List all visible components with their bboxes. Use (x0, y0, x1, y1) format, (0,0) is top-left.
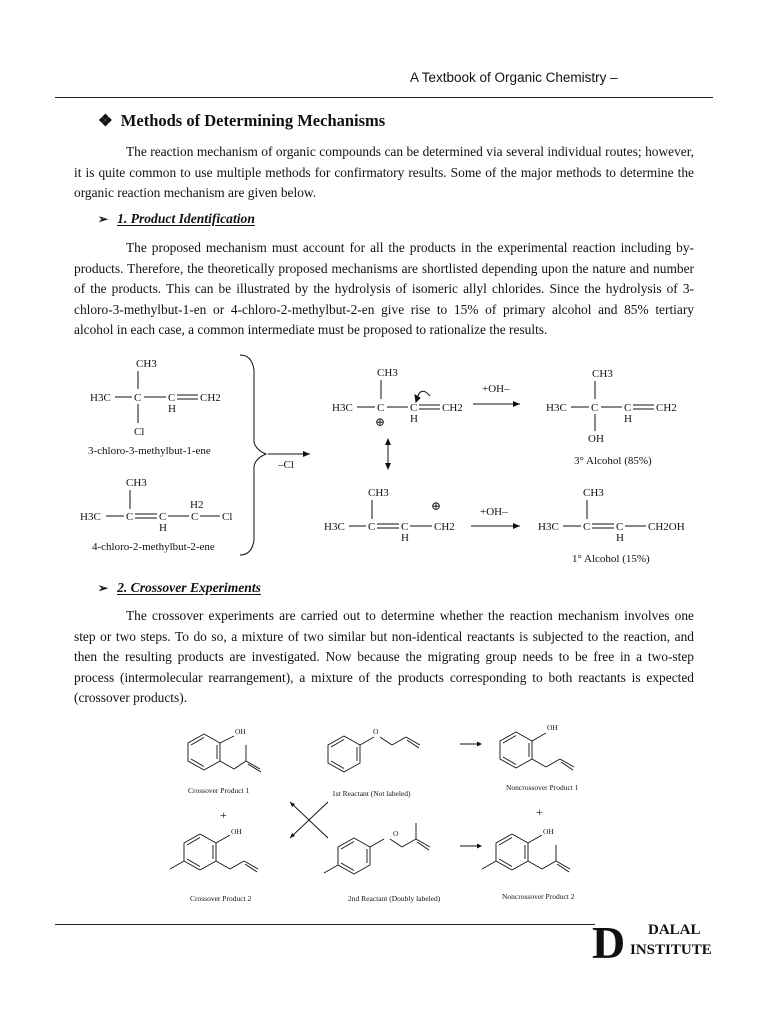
arrow-bullet-icon: ➢ (98, 212, 109, 226)
carbocation-tertiary (332, 367, 463, 429)
crossover-product-2-label: Crossover Product 2 (190, 894, 252, 903)
reactant2-h3c: H3C (80, 511, 101, 523)
noncrossover-product-2-structure (482, 834, 570, 872)
plus-sign-left: + (220, 808, 227, 822)
cation1-ch2: CH2 (442, 402, 463, 414)
product2-h: H (616, 532, 624, 544)
product1-h: H (624, 413, 632, 425)
cation2-ch2: CH2 (434, 521, 455, 533)
reaction-arrowhead-2 (513, 523, 520, 529)
allyl-chloride-hydrolysis-scheme (70, 350, 710, 575)
product2-ch3: CH3 (583, 487, 604, 499)
cation2-h3c: H3C (324, 521, 345, 533)
crossover-paragraph: The crossover experiments are carried out to determine whether the reaction mechanism involves one step or two steps. To do so, a mixture of two similar but non-identical reactants is subjected to the reaction, and then the resulting products are investigated. Now because the migrating group needs to be free in a two-step process (intermolecular rearrangement), a mixture of the products corresponding to both reactants is expected (crossover products). (74, 608, 694, 706)
noncrossover2-oh: OH (543, 827, 554, 836)
reactant1-ch2: CH2 (200, 392, 221, 404)
reactant2-c3: C (191, 511, 199, 523)
product1-h3c: H3C (546, 402, 567, 414)
diamond-bullet-icon: ❖ (98, 111, 113, 130)
noncrossover-product-1-structure (500, 732, 574, 770)
product-tertiary-alcohol-bonds (571, 381, 654, 431)
reactant1-cl: Cl (134, 426, 145, 438)
cation2-charge: ⊕ (431, 499, 442, 513)
cation1-charge: ⊕ (375, 415, 386, 429)
reactant1-name: 3-chloro-3-methylbut-1-ene (88, 445, 211, 457)
reactant2-ch3: CH3 (126, 477, 147, 489)
cation2-c1: C (368, 521, 376, 533)
running-header: A Textbook of Organic Chemistry – (410, 70, 618, 85)
cation2-h: H (401, 532, 409, 544)
arrow-bullet-icon: ➢ (98, 581, 109, 595)
carbocation-tertiary-bonds (357, 380, 440, 409)
reagent-label-1: +OH– (482, 383, 510, 395)
product1-ch3: CH3 (592, 368, 613, 380)
product1-c1: C (591, 402, 599, 414)
logo-word-dalal: DALAL (648, 922, 701, 938)
reactant2-h: H (159, 522, 167, 534)
loss-arrowhead (303, 451, 310, 457)
product-tertiary-alcohol (546, 368, 677, 467)
crossover-experiment-scheme (160, 716, 610, 912)
product-primary-alcohol (538, 487, 685, 565)
cation1-h3c: H3C (332, 402, 353, 414)
crossover2-oh: OH (231, 827, 242, 836)
reactant1-h3c: H3C (90, 392, 111, 404)
arrowhead-noncrossover-1 (477, 742, 482, 747)
noncrossover1-oh: OH (547, 723, 558, 732)
cation2-ch3: CH3 (368, 487, 389, 499)
crossover-product-1-label: Crossover Product 1 (188, 786, 250, 795)
cation1-h: H (410, 413, 418, 425)
reactant2-name: 4-chloro-2-methylbut-2-ene (92, 541, 215, 553)
product2-ch2oh: CH2OH (648, 521, 685, 533)
subheading-crossover-experiments (98, 580, 261, 596)
reactant-2-label: 2nd Reactant (Doubly labeled) (348, 894, 441, 903)
product2-h3c: H3C (538, 521, 559, 533)
product2-c2: C (616, 521, 624, 533)
reactant2-c1: C (126, 511, 134, 523)
logo-letter-d: D (592, 917, 626, 962)
cation1-ch3: CH3 (377, 367, 398, 379)
loss-label: –Cl (278, 459, 294, 471)
section-title: Methods of Determining Mechanisms (120, 111, 386, 130)
reactant-2-ether-structure (324, 823, 430, 874)
product1-label: 3° Alcohol (85%) (574, 455, 652, 467)
arrowhead-noncrossover-2 (477, 844, 482, 849)
product-identification-paragraph: The proposed mechanism must account for all the products in the experimental reaction including by-products. Therefore, the theoretically proposed mechanisms are shortlisted depending upon the nature and number of the products. This can be illustrated by the hydrolysis of isomeric allyl chlorides. Since the hydrolysis of 3-chloro-3-methylbut-1-en or 4-chloro-2-methylbut-2-en give rise to 15% of primary alcohol and 85% tertiary alcohol in each case, a common intermediate must be proposed to rationalize the results. (74, 240, 694, 338)
reactant1-ch3: CH3 (136, 358, 157, 370)
reactant2-o: O (393, 829, 399, 838)
logo-word-institute: INSTITUTE (630, 942, 712, 958)
reaction-arrowhead-1 (513, 401, 520, 407)
plus-sign-right: + (536, 805, 543, 819)
reactant-2-structure (80, 477, 232, 553)
product1-oh: OH (588, 433, 604, 445)
product2-c1: C (583, 521, 591, 533)
curly-bracket (240, 355, 266, 555)
cation1-c2: C (410, 402, 418, 414)
reactant1-o: O (373, 727, 379, 736)
reactant2-c2: C (159, 511, 167, 523)
carbocation-allylic (324, 487, 455, 544)
dalal-institute-logo (592, 914, 732, 962)
subheading-title: 2. Crossover Experiments (117, 580, 261, 595)
reactant-1-ether-structure (328, 736, 420, 772)
header-rule (55, 97, 713, 98)
crossover-product-1-structure (188, 734, 261, 772)
reactant-1-bonds (115, 371, 198, 423)
product1-c2: C (624, 402, 632, 414)
reactant1-c2: C (168, 392, 176, 404)
crossover1-oh: OH (235, 727, 246, 736)
crossover-product-2-structure (170, 834, 258, 872)
resonance-arrowhead-down (385, 463, 391, 470)
cation2-c2: C (401, 521, 409, 533)
noncrossover-product-1-label: Noncrossover Product 1 (506, 783, 579, 792)
intro-paragraph: The reaction mechanism of organic compounds can be determined via several individual routes; however, it is quite common to use multiple methods for confirmatory results. Some of the major methods to determine the organic reaction mechanism are given below. (74, 144, 694, 201)
reagent-label-2: +OH– (480, 506, 508, 518)
product-primary-alcohol-bonds (563, 500, 646, 528)
reactant-1-structure (88, 358, 221, 457)
product2-label: 1° Alcohol (15%) (572, 553, 650, 565)
reactant1-c1: C (134, 392, 142, 404)
reactant2-h2: H2 (190, 499, 204, 511)
section-heading (98, 111, 385, 131)
carbocation-allylic-bonds (349, 500, 432, 528)
reactant1-h: H (168, 403, 176, 415)
footer-rule (55, 924, 595, 925)
subheading-title: 1. Product Identification (117, 211, 255, 226)
resonance-arrowhead-up (385, 438, 391, 445)
product1-ch2: CH2 (656, 402, 677, 414)
cation1-c1: C (377, 402, 385, 414)
reactant2-cl: Cl (222, 511, 233, 523)
subheading-product-identification (98, 211, 255, 227)
reactant-1-label: 1st Reactant (Not labeled) (332, 789, 411, 798)
noncrossover-product-2-label: Noncrossover Product 2 (502, 892, 575, 901)
